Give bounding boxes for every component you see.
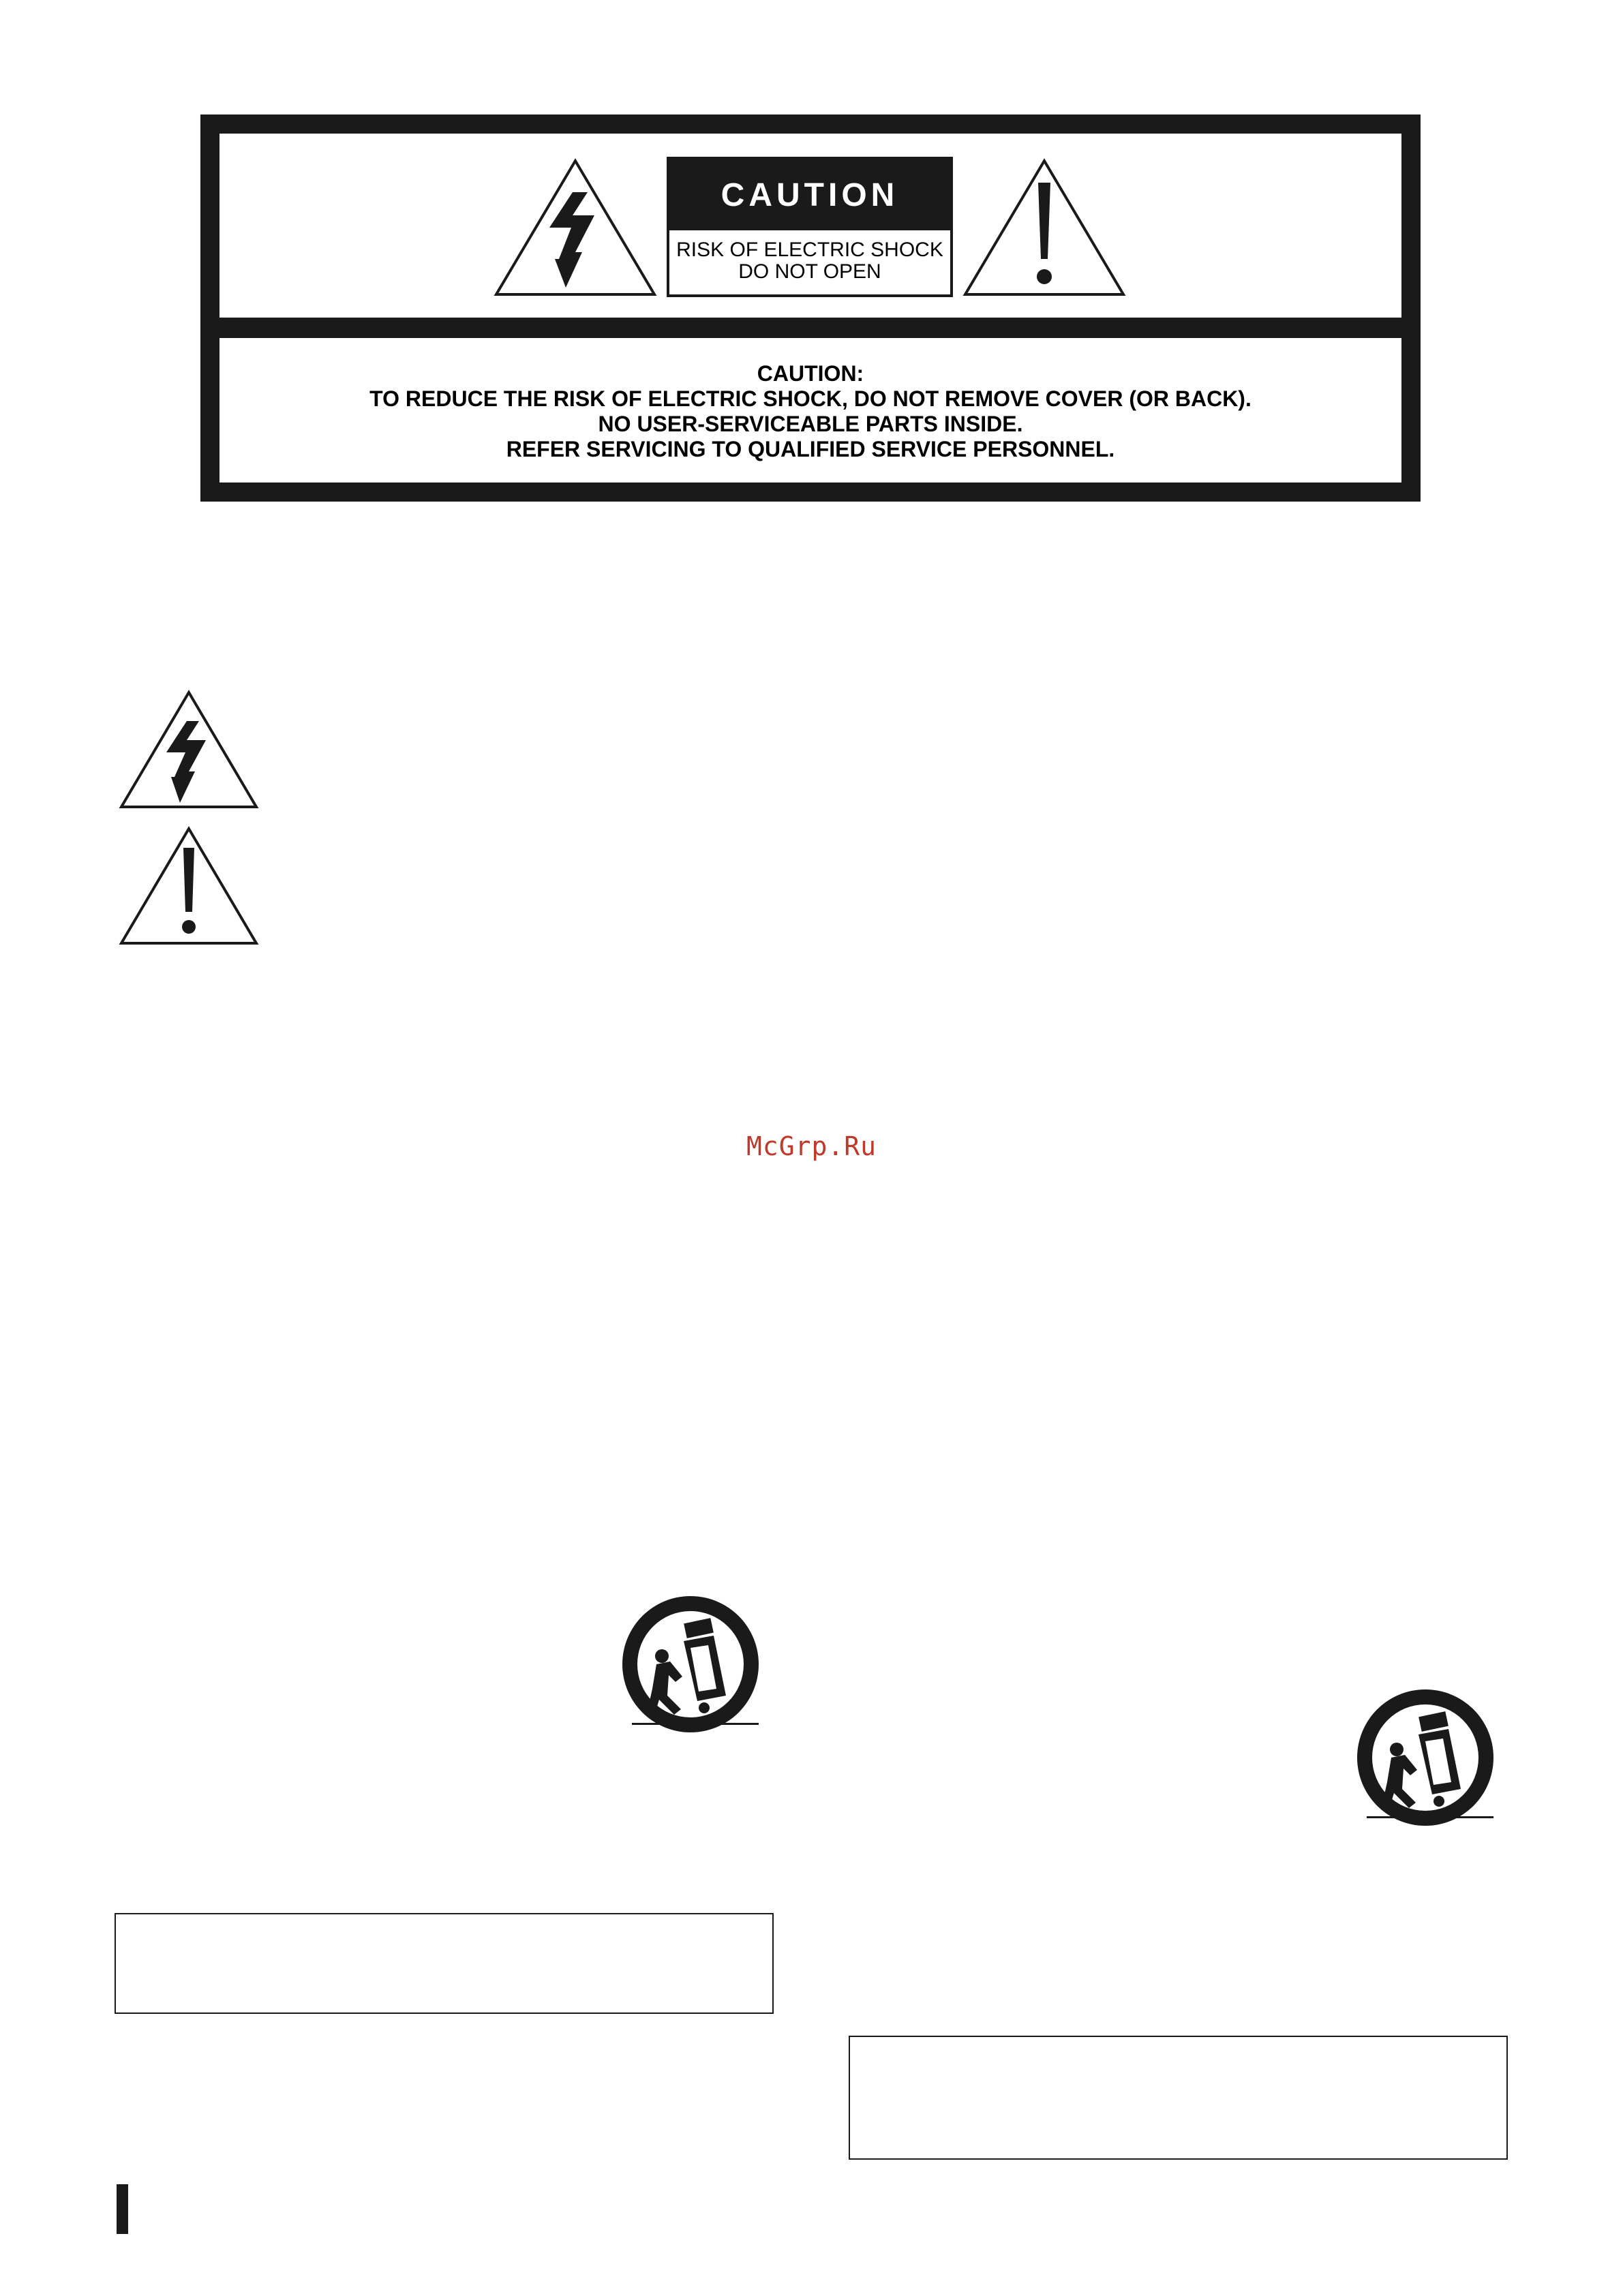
empty-notice-box-left xyxy=(115,1913,774,2014)
watermark-text: McGrp.Ru xyxy=(746,1131,877,1161)
empty-notice-box-right xyxy=(849,2036,1508,2160)
caution-subtitle-line2: DO NOT OPEN xyxy=(738,260,881,283)
caution-main-text xyxy=(219,361,1401,462)
caution-main-line3: REFER SERVICING TO QUALIFIED SERVICE PERSONNEL. xyxy=(506,437,1115,461)
exclamation-warning-icon xyxy=(961,157,1127,299)
page-tab-marker xyxy=(117,2184,128,2234)
caution-main-heading: CAUTION: xyxy=(757,361,864,386)
caution-center-box xyxy=(667,157,953,297)
caution-subtitle-line1: RISK OF ELECTRIC SHOCK xyxy=(676,239,943,261)
caution-title: CAUTION xyxy=(669,159,950,230)
exclamation-warning-icon xyxy=(117,825,260,947)
cart-tip-over-icon xyxy=(617,1593,764,1742)
lightning-warning-icon xyxy=(492,157,658,299)
cart-tip-over-icon xyxy=(1352,1687,1499,1835)
lightning-warning-icon xyxy=(117,688,260,811)
caution-main-line1: TO REDUCE THE RISK OF ELECTRIC SHOCK, DO NOT REMOVE COVER (OR BACK). xyxy=(369,386,1252,411)
caution-main-line2: NO USER-SERVICEABLE PARTS INSIDE. xyxy=(598,412,1023,436)
